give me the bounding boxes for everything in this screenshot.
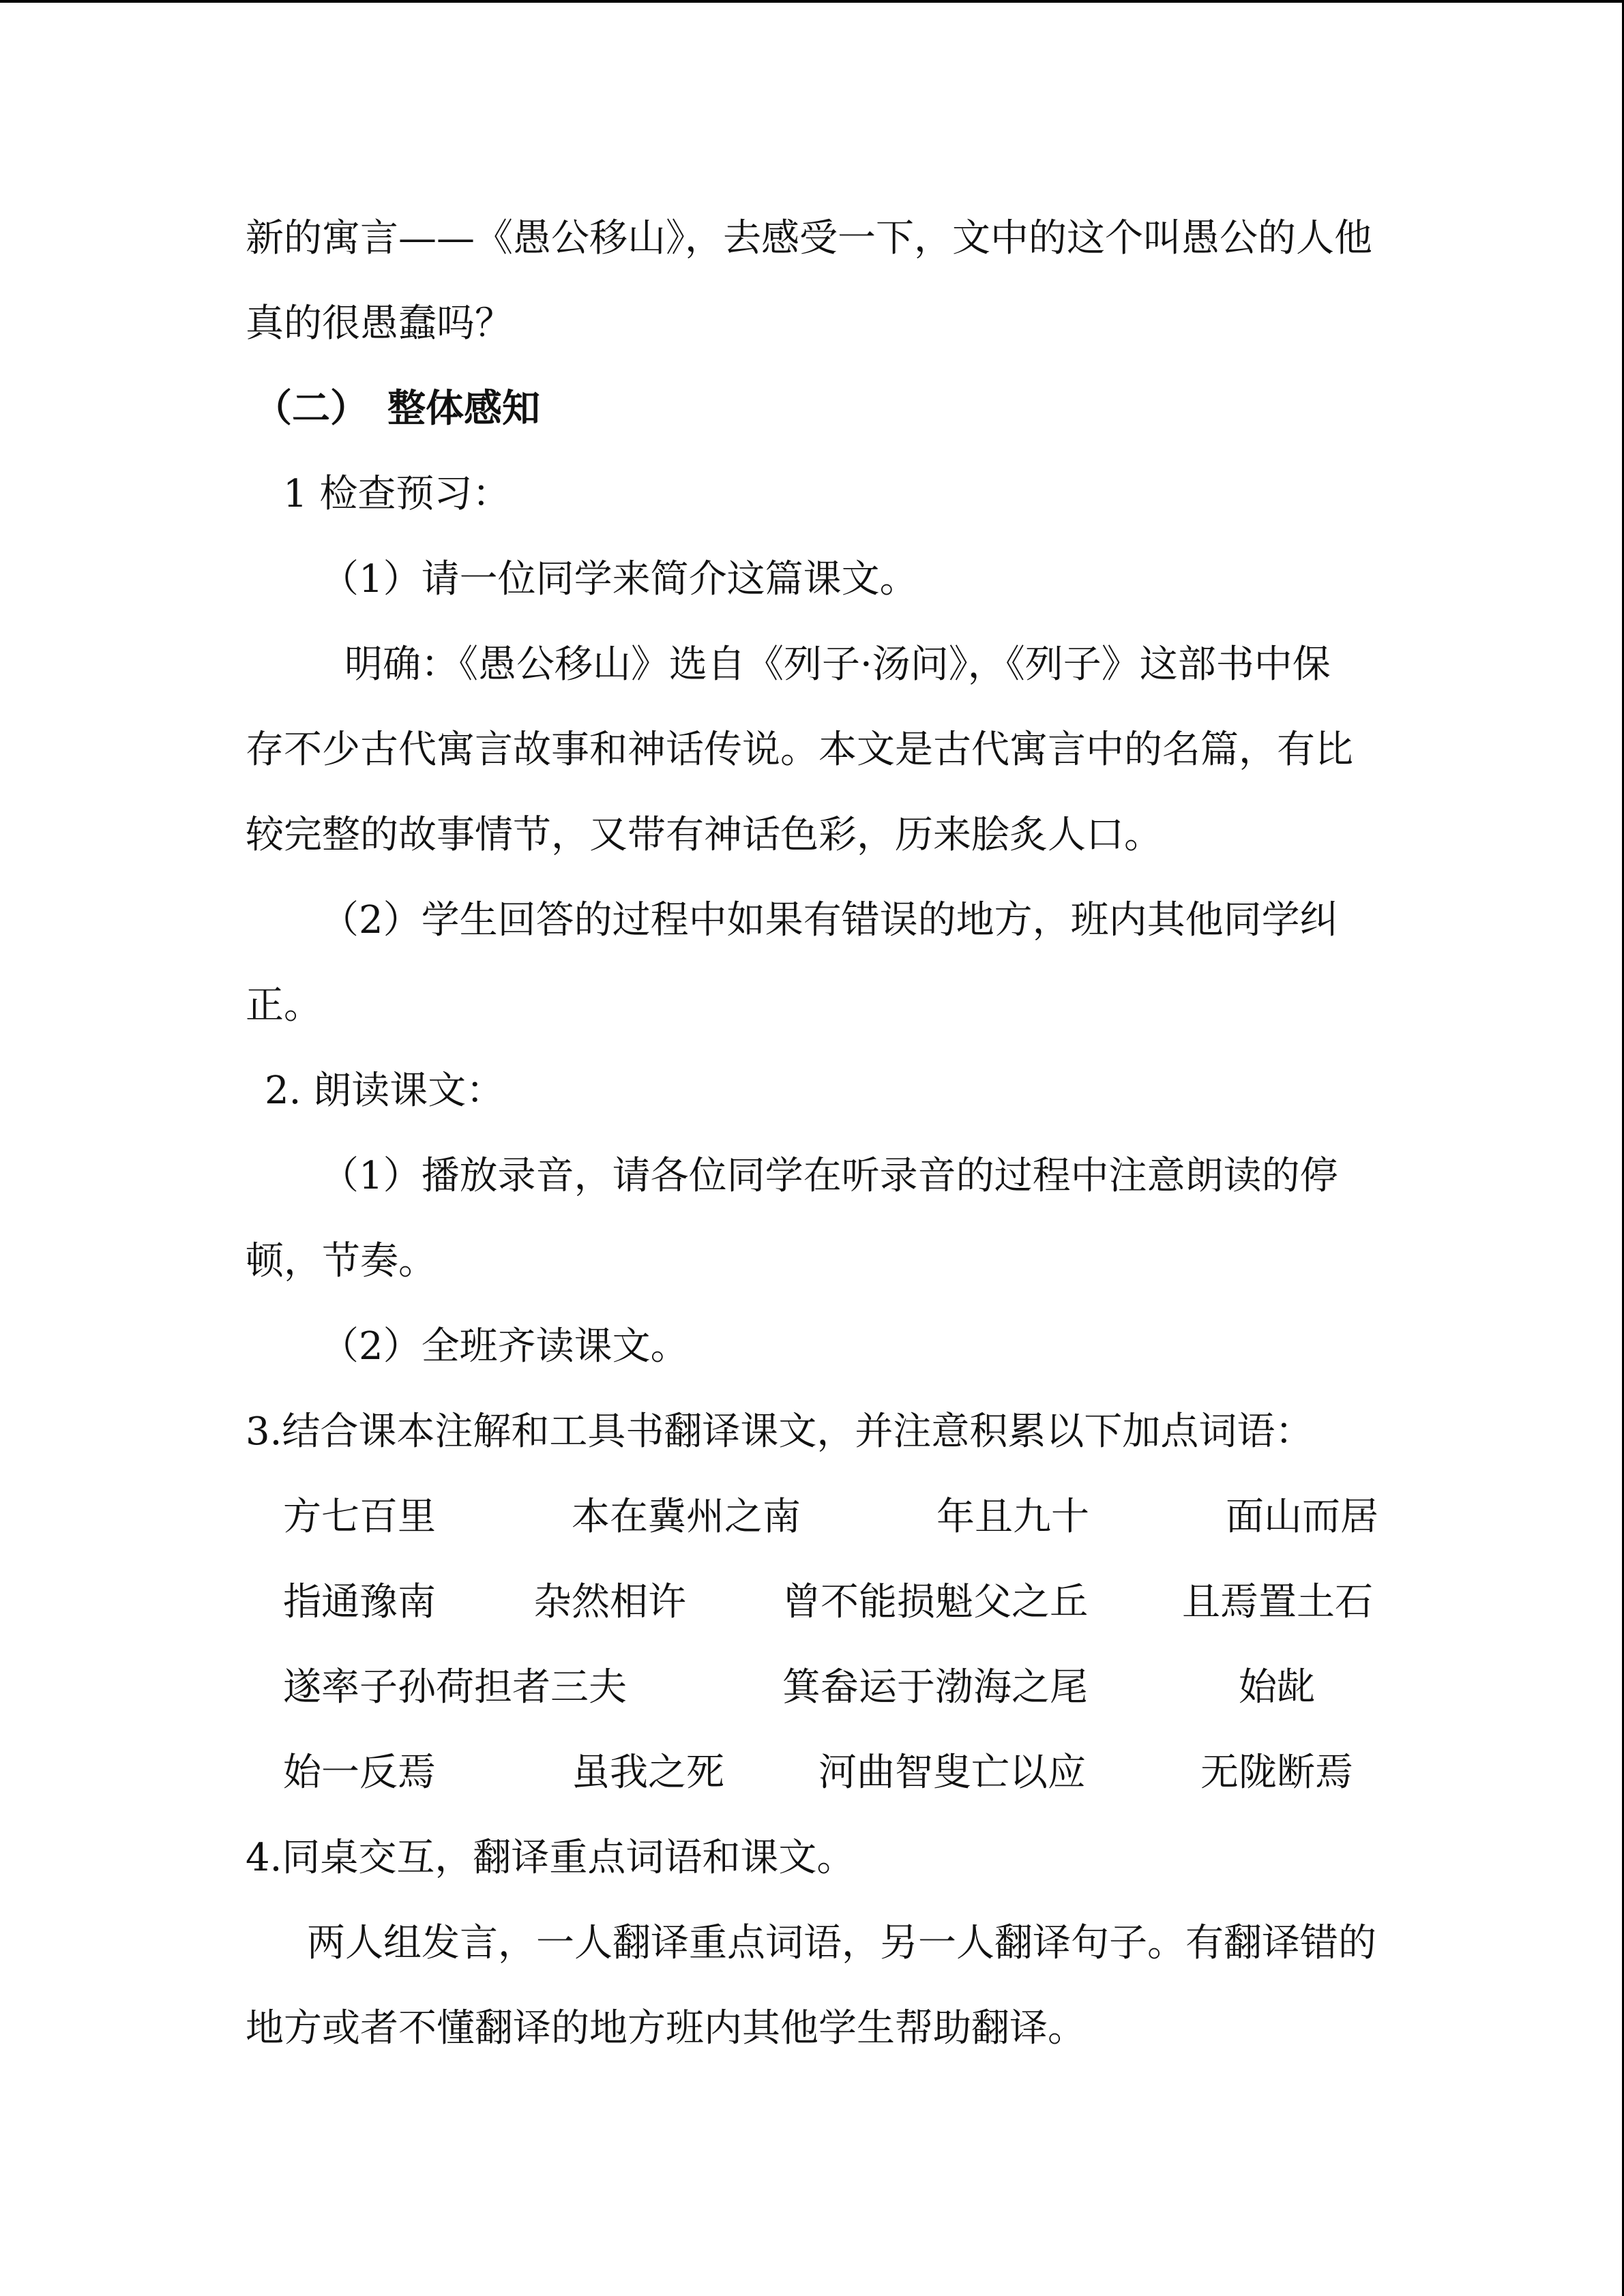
page-top-border (0, 0, 1624, 3)
step-1-question-1: （1）请一位同学来简介这篇课文。 (321, 557, 918, 601)
word-item: 本在冀州之南 (572, 1495, 801, 1539)
step-1-question-2-line-2: 正。 (246, 983, 322, 1028)
step-2-question-1-line-1: （1）播放录音，请各位同学在听录音的过程中注意朗读的停 (321, 1154, 1338, 1198)
step-4-line-2: 地方或者不懂翻译的地方班内其他学生帮助翻译。 (246, 2006, 1086, 2051)
paragraph-intro-line-1: 新的寓言——《愚公移山》，去感受一下，文中的这个叫愚公的人他 (246, 216, 1372, 260)
word-item: 面山而居 (1226, 1495, 1378, 1539)
step-1-title: 1 检查预习： (283, 472, 511, 516)
answer-line-1: 明确：《愚公移山》选自《列子·汤问》，《列子》这部书中保 (344, 642, 1331, 687)
word-item: 始一反焉 (283, 1750, 436, 1795)
word-item: 且焉置土石 (1182, 1580, 1373, 1624)
word-item: 年且九十 (936, 1495, 1089, 1539)
answer-line-3: 较完整的故事情节，又带有神话色彩，历来脍炙人口。 (246, 813, 1162, 857)
answer-line-2: 存不少古代寓言故事和神话传说。本文是古代寓言中的名篇，有比 (246, 728, 1353, 772)
word-item: 曾不能损魁父之丘 (782, 1580, 1088, 1624)
step-1-question-2-line-1: （2）学生回答的过程中如果有错误的地方，班内其他同学纠 (321, 898, 1338, 942)
step-2-question-2: （2）全班齐读课文。 (321, 1324, 689, 1369)
word-item: 杂然相许 (533, 1580, 686, 1624)
step-3-title: 3.结合课本注解和工具书翻译课文，并注意积累以下加点词语： (246, 1410, 1314, 1454)
step-2-question-1-line-2: 顿，节奏。 (246, 1239, 437, 1283)
word-item: 始龀 (1239, 1665, 1315, 1710)
paragraph-intro-line-2: 真的很愚蠢吗？ (246, 301, 513, 346)
step-2-title: 2. 朗读课文： (265, 1069, 505, 1113)
word-item: 虽我之死 (572, 1750, 724, 1795)
word-item: 河曲智叟亡以应 (818, 1750, 1086, 1795)
word-item: 指通豫南 (283, 1580, 436, 1624)
word-item: 遂率子孙荷担者三夫 (283, 1665, 627, 1710)
word-item: 方七百里 (283, 1495, 436, 1539)
word-item: 无陇断焉 (1200, 1750, 1353, 1795)
section-heading: （二） 整体感知 (254, 387, 540, 431)
step-4-title: 4.同桌交互，翻译重点词语和课文。 (246, 1836, 855, 1880)
word-item: 箕畚运于渤海之尾 (782, 1665, 1088, 1710)
step-4-line-1: 两人组发言，一人翻译重点词语，另一人翻译句子。有翻译错的 (307, 1921, 1376, 1965)
